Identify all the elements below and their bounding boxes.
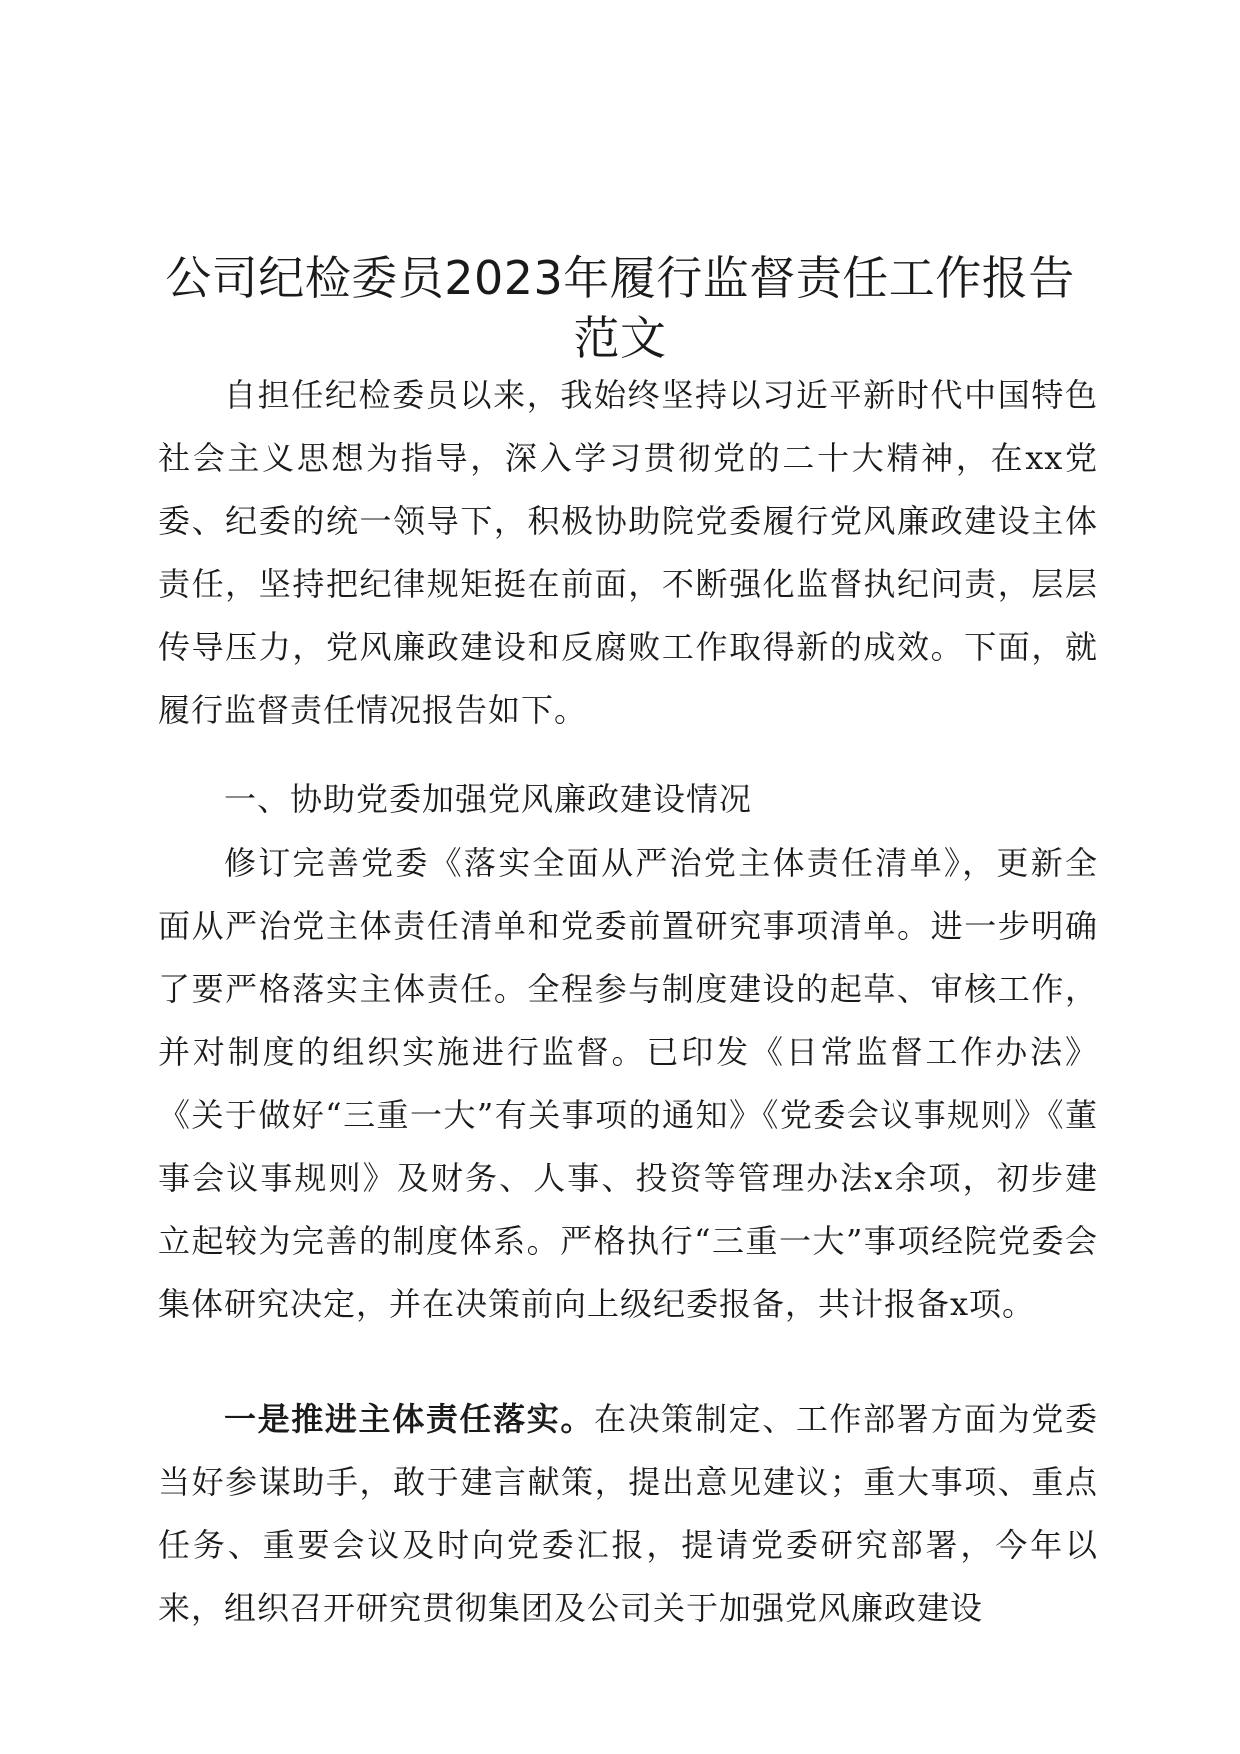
document-title-line-1: 公司纪检委员2023年履行监督责任工作报告	[165, 251, 1075, 305]
point-1-body	[158, 1388, 1098, 1640]
section-1-body	[158, 832, 1098, 1336]
section-1-heading: 一、协助党委加强党风廉政建设情况	[224, 780, 753, 818]
point-1-paragraph	[158, 1388, 1098, 1640]
intro-section	[158, 364, 1098, 742]
point-1-lead: 一是推进主体责任落实。	[224, 1400, 595, 1438]
section-1-paragraph: 修订完善党委《落实全面从严治党主体责任清单》，更新全面从严治党主体责任清单和党委前置研究事项清单。进一步明确了要严格落实主体责任。全程参与制度建设的起草、审核工作，并对制度的组织实施进行监督。已印发《日常监督工作办法》《关于做好“三重一大”有关事项的通知》《党委会议事规则》《董事会议事规则》及财务、人事、投资等管理办法x余项，初步建立起较为完善的制度体系。严格执行“三重一大”事项经院党委会集体研究决定，并在决策前向上级纪委报备，共计报备x项。	[158, 844, 1098, 1323]
intro-paragraph: 自担任纪检委员以来，我始终坚持以习近平新时代中国特色社会主义思想为指导，深入学习贯彻党的二十大精神，在xx党委、纪委的统一领导下，积极协助院党委履行党风廉政建设主体责任，坚持把纪律规矩挺在前面，不断强化监督执纪问责，层层传导压力，党风廉政建设和反腐败工作取得新的成效。下面，就履行监督责任情况报告如下。	[158, 376, 1098, 729]
document-title-line-2: 范文	[573, 311, 667, 365]
point-1-text: 在决策制定、工作部署方面为党委当好参谋助手，敢于建言献策，提出意见建议；重大事项、重点任务、重要会议及时向党委汇报，提请党委研究部署，今年以来，组织召开研究贯彻集团及公司关于加强党风廉政建设	[158, 1400, 1098, 1627]
